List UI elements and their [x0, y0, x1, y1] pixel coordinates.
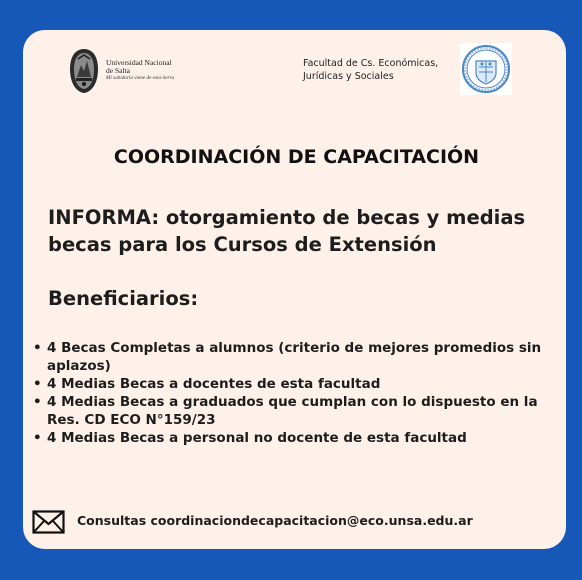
university-name-line-1: Universidad Nacional: [106, 58, 172, 67]
contact-line: Consultas coordinaciondecapacitacion@eco.unsa.edu.ar: [77, 513, 473, 528]
unsa-logo-icon: [67, 47, 101, 95]
university-name: [106, 59, 172, 74]
list-item: • 4 Medias Becas a personal no docente de esta facultad: [33, 429, 561, 447]
faculty-seal-icon: [460, 43, 512, 95]
list-item: • 4 Medias Becas a graduados que cumplan con lo dispuesto en la Res. CD ECO N°159/23: [33, 393, 561, 429]
university-name-line-2: de Salta: [106, 65, 130, 75]
page-title: COORDINACIÓN DE CAPACITACIÓN: [113, 146, 480, 168]
faculty-name-line-2: Jurídicas y Sociales: [303, 70, 394, 82]
announcement-card: [23, 30, 566, 549]
benefits-list: [33, 339, 561, 447]
faculty-name-line-1: Facultad de Cs. Económicas,: [303, 58, 439, 69]
beneficiaries-heading: Beneficiarios:: [48, 287, 199, 310]
list-item: • 4 Becas Completas a alumnos (criterio de mejores promedios sin aplazos): [33, 339, 561, 375]
list-item: • 4 Medias Becas a docentes de esta facultad: [33, 375, 561, 393]
envelope-icon: [32, 510, 65, 534]
faculty-name: [303, 58, 438, 83]
announcement-heading: INFORMA: otorgamiento de becas y medias becas para los Cursos de Extensión: [48, 206, 526, 256]
university-motto: Mi sabiduría viene de esta tierra: [106, 75, 175, 81]
